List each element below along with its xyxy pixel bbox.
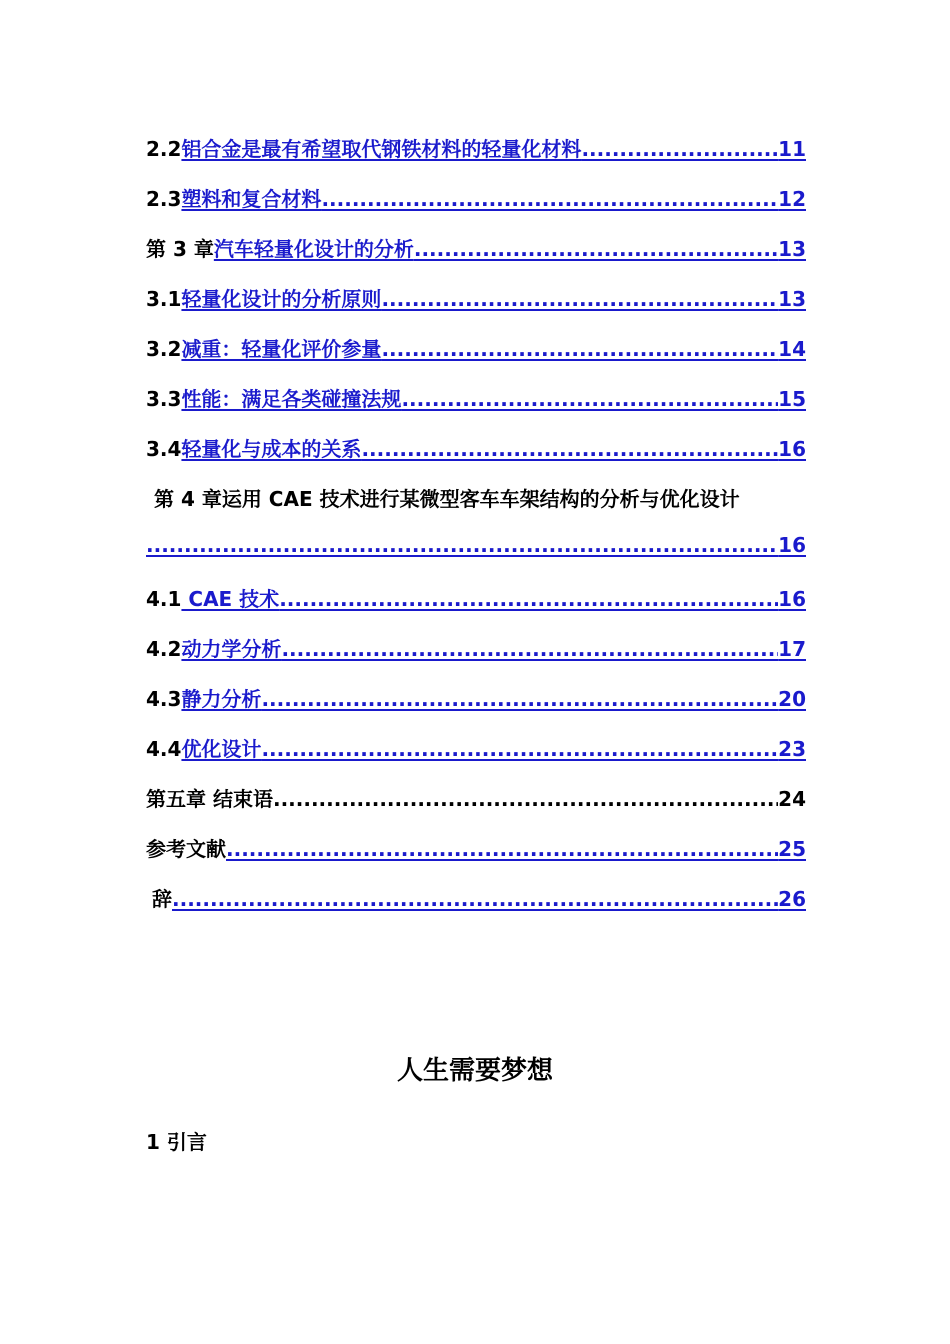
- toc-entry-acknowledgements[interactable]: [146, 883, 806, 933]
- toc-entry-title: 汽车轻量化设计的分析: [213, 237, 414, 261]
- toc-entry-page: 12: [778, 187, 806, 211]
- toc-leader-dots: [261, 687, 778, 711]
- toc-entry-link[interactable]: [181, 383, 806, 412]
- toc-entry-link[interactable]: [146, 533, 806, 557]
- toc-entry-4-4[interactable]: [146, 733, 806, 783]
- toc-entry-number: 3.1: [146, 287, 182, 311]
- toc-leader-dots: [381, 287, 778, 311]
- toc-entry-4-3[interactable]: [146, 683, 806, 733]
- toc-entry-page: 17: [778, 637, 806, 661]
- toc-entry-link[interactable]: [181, 683, 806, 712]
- toc-entry-number: 3.2: [146, 337, 182, 361]
- toc-chapter-4-heading: 第 4 章运用 CAE 技术进行某微型客车车架结构的分析与优化设计: [154, 487, 740, 511]
- toc-leader-dots: [361, 437, 778, 461]
- toc-entry-2-3[interactable]: [146, 183, 806, 233]
- toc-entry-2-2[interactable]: [146, 133, 806, 183]
- toc-entry-link[interactable]: [181, 183, 806, 212]
- toc-entry-number: 3.4: [146, 437, 182, 461]
- section-heading: 1 引言: [146, 1130, 207, 1154]
- toc-entry-link[interactable]: [181, 733, 806, 762]
- table-of-contents: [146, 133, 806, 933]
- toc-entry-3-4[interactable]: [146, 433, 806, 483]
- toc-entry-page: 14: [778, 337, 806, 361]
- toc-entry-3-3[interactable]: [146, 383, 806, 433]
- toc-entry-page: 20: [778, 687, 806, 711]
- toc-entry-number: 4.4: [146, 737, 182, 761]
- toc-entry-page: 25: [778, 837, 806, 861]
- toc-leader-dots: [279, 587, 778, 611]
- toc-entry-page: 13: [778, 287, 806, 311]
- toc-entry-title: 轻量化与成本的关系: [181, 437, 362, 461]
- toc-entry-chapter-3[interactable]: [146, 233, 806, 283]
- toc-entry-link[interactable]: [172, 887, 806, 911]
- toc-entry-title: 动力学分析: [181, 637, 282, 661]
- toc-entry-number: 4.1: [146, 587, 182, 611]
- toc-leader-dots: [146, 533, 778, 557]
- toc-entry-link[interactable]: [181, 583, 806, 612]
- toc-entry-number: 4.3: [146, 687, 182, 711]
- toc-entry-link[interactable]: [181, 433, 806, 462]
- toc-leader-dots: [261, 737, 778, 761]
- toc-entry-title: 参考文献: [146, 837, 226, 861]
- toc-entry-title: 辞: [152, 887, 172, 911]
- toc-entry-title: CAE 技术: [181, 587, 280, 611]
- toc-entry-link[interactable]: [181, 133, 806, 162]
- document-title: 人生需要梦想: [396, 1056, 553, 1086]
- toc-entry-page: 16: [778, 587, 806, 611]
- toc-entry-link[interactable]: [226, 837, 806, 861]
- toc-leader-dots: [414, 237, 778, 261]
- toc-entry-number: 2.2: [146, 137, 182, 161]
- toc-entry-title: 铝合金是最有希望取代钢铁材料的轻量化材料: [181, 137, 582, 161]
- toc-entry-page: 11: [778, 137, 806, 161]
- toc-entry-chapter-5: [146, 783, 806, 833]
- toc-entry-title: 减重：轻量化评价参量: [181, 337, 382, 361]
- toc-entry-title: 轻量化设计的分析原则: [181, 287, 382, 311]
- toc-entry-page: 16: [778, 533, 806, 557]
- toc-entry-number: 2.3: [146, 187, 182, 211]
- toc-leader-dots: [273, 787, 778, 811]
- toc-entry-3-1[interactable]: [146, 283, 806, 333]
- toc-leader-dots: [226, 837, 778, 861]
- toc-entry-chapter-4-leader[interactable]: [146, 533, 806, 583]
- toc-entry-title: 优化设计: [181, 737, 262, 761]
- toc-entry-link[interactable]: [181, 283, 806, 312]
- toc-entry-references[interactable]: [146, 833, 806, 883]
- toc-entry-page: 15: [778, 387, 806, 411]
- toc-entry-link[interactable]: [181, 633, 806, 662]
- toc-entry-number: 4.2: [146, 637, 182, 661]
- toc-leader-dots: [581, 137, 778, 161]
- toc-leader-dots: [381, 337, 778, 361]
- toc-entry-page: 13: [778, 237, 806, 261]
- toc-entry-title: 性能：满足各类碰撞法规: [181, 387, 402, 411]
- toc-entry-link[interactable]: [214, 233, 806, 262]
- toc-entry-4-2[interactable]: [146, 633, 806, 683]
- toc-entry-number: 3.3: [146, 387, 182, 411]
- toc-entry-title: 第五章 结束语: [146, 787, 273, 811]
- toc-entry-3-2[interactable]: [146, 333, 806, 383]
- toc-entry-page: 26: [778, 887, 806, 911]
- toc-entry-link[interactable]: [181, 333, 806, 362]
- toc-entry-text: [146, 783, 806, 812]
- toc-entry-number: 第 3 章: [146, 237, 214, 261]
- toc-entry-4-1[interactable]: [146, 583, 806, 633]
- toc-leader-dots: [321, 187, 778, 211]
- toc-entry-page: 24: [778, 787, 806, 811]
- toc-leader-dots: [401, 387, 778, 411]
- toc-leader-dots: [281, 637, 778, 661]
- toc-entry-title: 静力分析: [181, 687, 262, 711]
- toc-leader-dots: [172, 887, 778, 911]
- toc-entry-page: 23: [778, 737, 806, 761]
- toc-entry-title: 塑料和复合材料: [181, 187, 322, 211]
- toc-entry-page: 16: [778, 437, 806, 461]
